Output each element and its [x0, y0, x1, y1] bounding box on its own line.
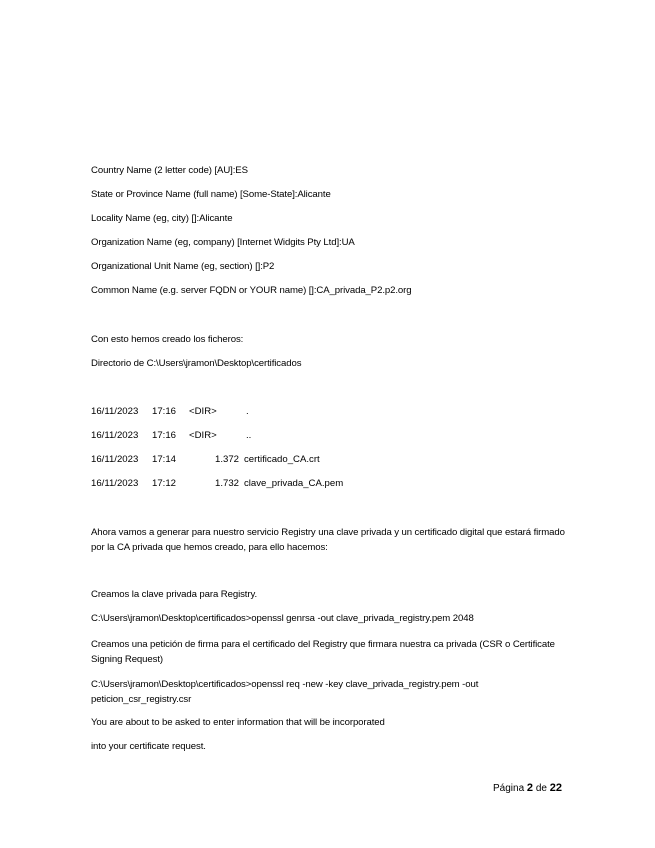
dir-file-size: 1.732 — [215, 478, 240, 489]
page-footer — [493, 781, 562, 796]
page-label: Página — [493, 783, 525, 794]
dir-type: <DIR> — [189, 430, 217, 441]
dir-date: 16/11/2023 — [91, 430, 139, 441]
total-pages: 22 — [549, 782, 562, 794]
dir-type: <DIR> — [189, 406, 217, 417]
organization-name-line: Organization Name (eg, company) [Internet Widgits Pty Ltd]:UA — [91, 237, 355, 248]
dir-entry-name: . — [246, 406, 249, 417]
req-command: C:\Users\jramon\Desktop\certificados>openssl req -new -key clave_privada_registry.pem -out peticion_csr_registry.csr — [91, 679, 479, 705]
state-name-line: State or Province Name (full name) [Some-State]:Alicante — [91, 189, 331, 200]
organizational-unit-line: Organizational Unit Name (eg, section) []:P2 — [91, 261, 275, 272]
dir-time: 17:16 — [152, 430, 177, 441]
dir-entry-name: clave_privada_CA.pem — [244, 478, 344, 489]
files-intro-text: Con esto hemos creado los ficheros: — [91, 334, 244, 345]
page-number: 2 — [526, 782, 534, 794]
dir-time: 17:16 — [152, 406, 177, 417]
of-label: de — [535, 783, 547, 794]
create-key-text: Creamos la clave privada para Registry. — [91, 589, 258, 600]
dir-entry-name: .. — [246, 430, 252, 441]
dir-time: 17:14 — [152, 454, 177, 465]
directory-line: Directorio de C:\Users\jramon\Desktop\certificados — [91, 358, 302, 369]
dir-date: 16/11/2023 — [91, 406, 139, 417]
dir-listing-row — [0, 406, 655, 418]
country-name-line: Country Name (2 letter code) [AU]:ES — [91, 165, 248, 176]
dir-listing-row — [0, 454, 655, 466]
csr-intro-paragraph: Creamos una petición de firma para el certificado del Registry que firmara nuestra ca privada (CSR o Certificate Signing Request) — [91, 639, 555, 665]
genrsa-command: C:\Users\jramon\Desktop\certificados>openssl genrsa -out clave_privada_registry.pem 2048 — [91, 613, 474, 624]
dir-entry-name: certificado_CA.crt — [244, 454, 320, 465]
info-line-2: into your certificate request. — [91, 741, 206, 752]
dir-listing-row — [0, 430, 655, 442]
info-line-1: You are about to be asked to enter information that will be incorporated — [91, 717, 385, 728]
dir-file-size: 1.372 — [215, 454, 240, 465]
dir-date: 16/11/2023 — [91, 454, 139, 465]
dir-time: 17:12 — [152, 478, 177, 489]
locality-name-line: Locality Name (eg, city) []:Alicante — [91, 213, 233, 224]
dir-listing-row — [0, 478, 655, 490]
dir-date: 16/11/2023 — [91, 478, 139, 489]
registry-intro-paragraph: Ahora vamos a generar para nuestro servicio Registry una clave privada y un certificado digital que estará firmado por la CA privada que hemos creado, para ello hacemos: — [91, 527, 565, 553]
common-name-line: Common Name (e.g. server FQDN or YOUR name) []:CA_privada_P2.p2.org — [91, 285, 412, 296]
